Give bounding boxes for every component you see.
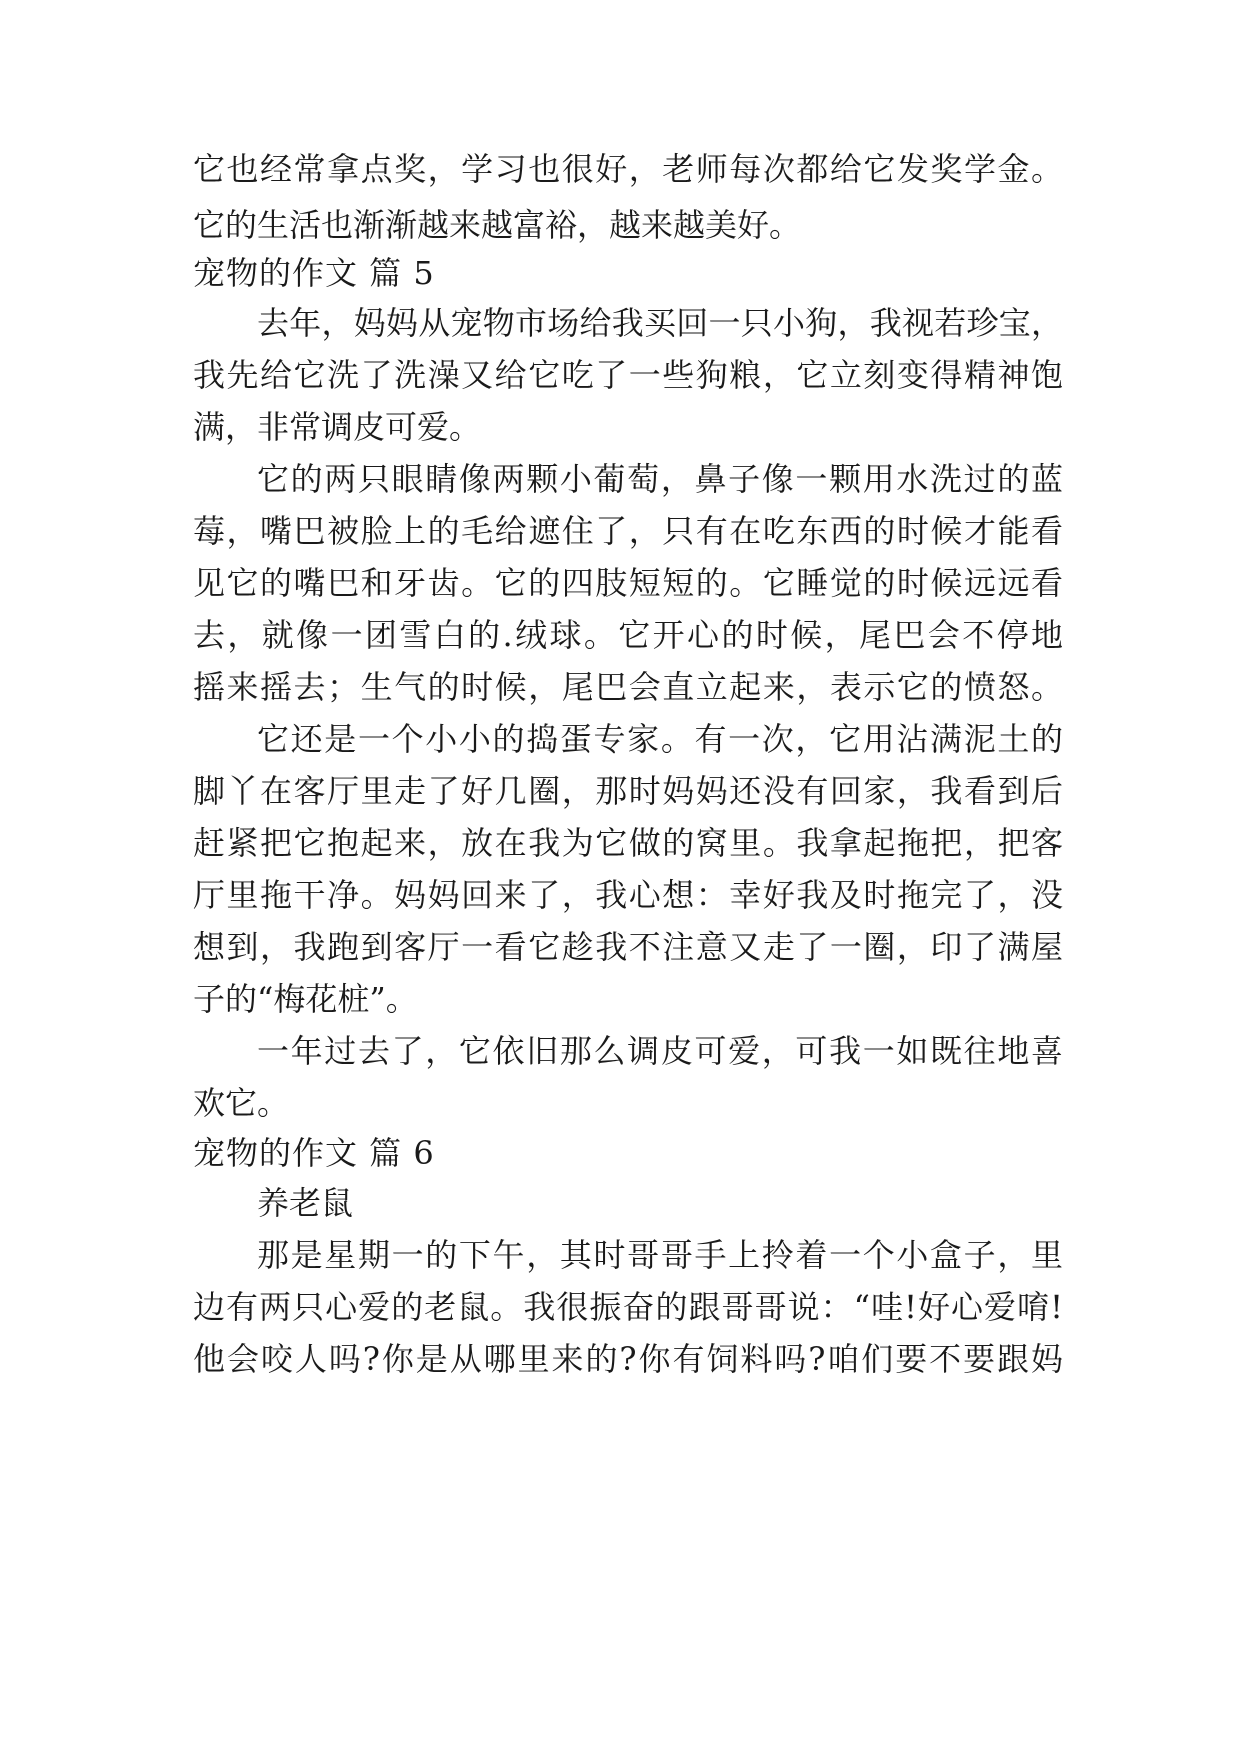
paragraph-line: 莓，嘴巴被脸上的毛给遮住了，只有在吃东西的时候才能看 <box>193 512 1063 550</box>
paragraph-line: 子的“梅花桩”。 <box>193 980 418 1018</box>
paragraph-line: 赶紧把它抱起来，放在我为它做的窝里。我拿起拖把，把客 <box>193 824 1063 862</box>
paragraph-line: 它也经常拿点奖，学习也很好，老师每次都给它发奖学金。 <box>193 150 1063 188</box>
paragraph-line: 它的两只眼睛像两颗小葡萄，鼻子像一颗用水洗过的蓝 <box>257 460 1063 498</box>
paragraph-line: 想到，我跑到客厅一看它趁我不注意又走了一圈，印了满屋 <box>193 928 1063 966</box>
paragraph-line: 去年，妈妈从宠物市场给我买回一只小狗，我视若珍宝， <box>257 304 1063 342</box>
paragraph-line: 它还是一个小小的捣蛋专家。有一次，它用沾满泥土的 <box>257 720 1063 758</box>
section-heading: 宠物的作文 篇 5 <box>193 254 435 292</box>
paragraph-line: 它的生活也渐渐越来越富裕，越来越美好。 <box>193 206 802 244</box>
paragraph-line: 一年过去了，它依旧那么调皮可爱，可我一如既往地喜 <box>257 1032 1063 1070</box>
essay-title: 养老鼠 <box>257 1184 354 1222</box>
paragraph-line: 边有两只心爱的老鼠。我很振奋的跟哥哥说：“哇!好心爱唷! <box>193 1288 1063 1326</box>
paragraph-line: 满，非常调皮可爱。 <box>193 408 482 446</box>
paragraph-line: 见它的嘴巴和牙齿。它的四肢短短的。它睡觉的时候远远看 <box>193 564 1063 602</box>
section-heading: 宠物的作文 篇 6 <box>193 1134 435 1172</box>
paragraph-line: 那是星期一的下午，其时哥哥手上拎着一个小盒子，里 <box>257 1236 1063 1274</box>
paragraph-line: 欢它。 <box>193 1084 290 1122</box>
paragraph-line: 我先给它洗了洗澡又给它吃了一些狗粮，它立刻变得精神饱 <box>193 356 1063 394</box>
paragraph-line: 摇来摇去；生气的时候，尾巴会直立起来，表示它的愤怒。 <box>193 668 1063 706</box>
paragraph-line: 厅里拖干净。妈妈回来了，我心想：幸好我及时拖完了，没 <box>193 876 1063 914</box>
paragraph-line: 他会咬人吗?你是从哪里来的?你有饲料吗?咱们要不要跟妈 <box>193 1340 1063 1378</box>
paragraph-line: 去，就像一团雪白的.绒球。它开心的时候，尾巴会不停地 <box>193 616 1063 654</box>
paragraph-line: 脚丫在客厅里走了好几圈，那时妈妈还没有回家，我看到后 <box>193 772 1063 810</box>
